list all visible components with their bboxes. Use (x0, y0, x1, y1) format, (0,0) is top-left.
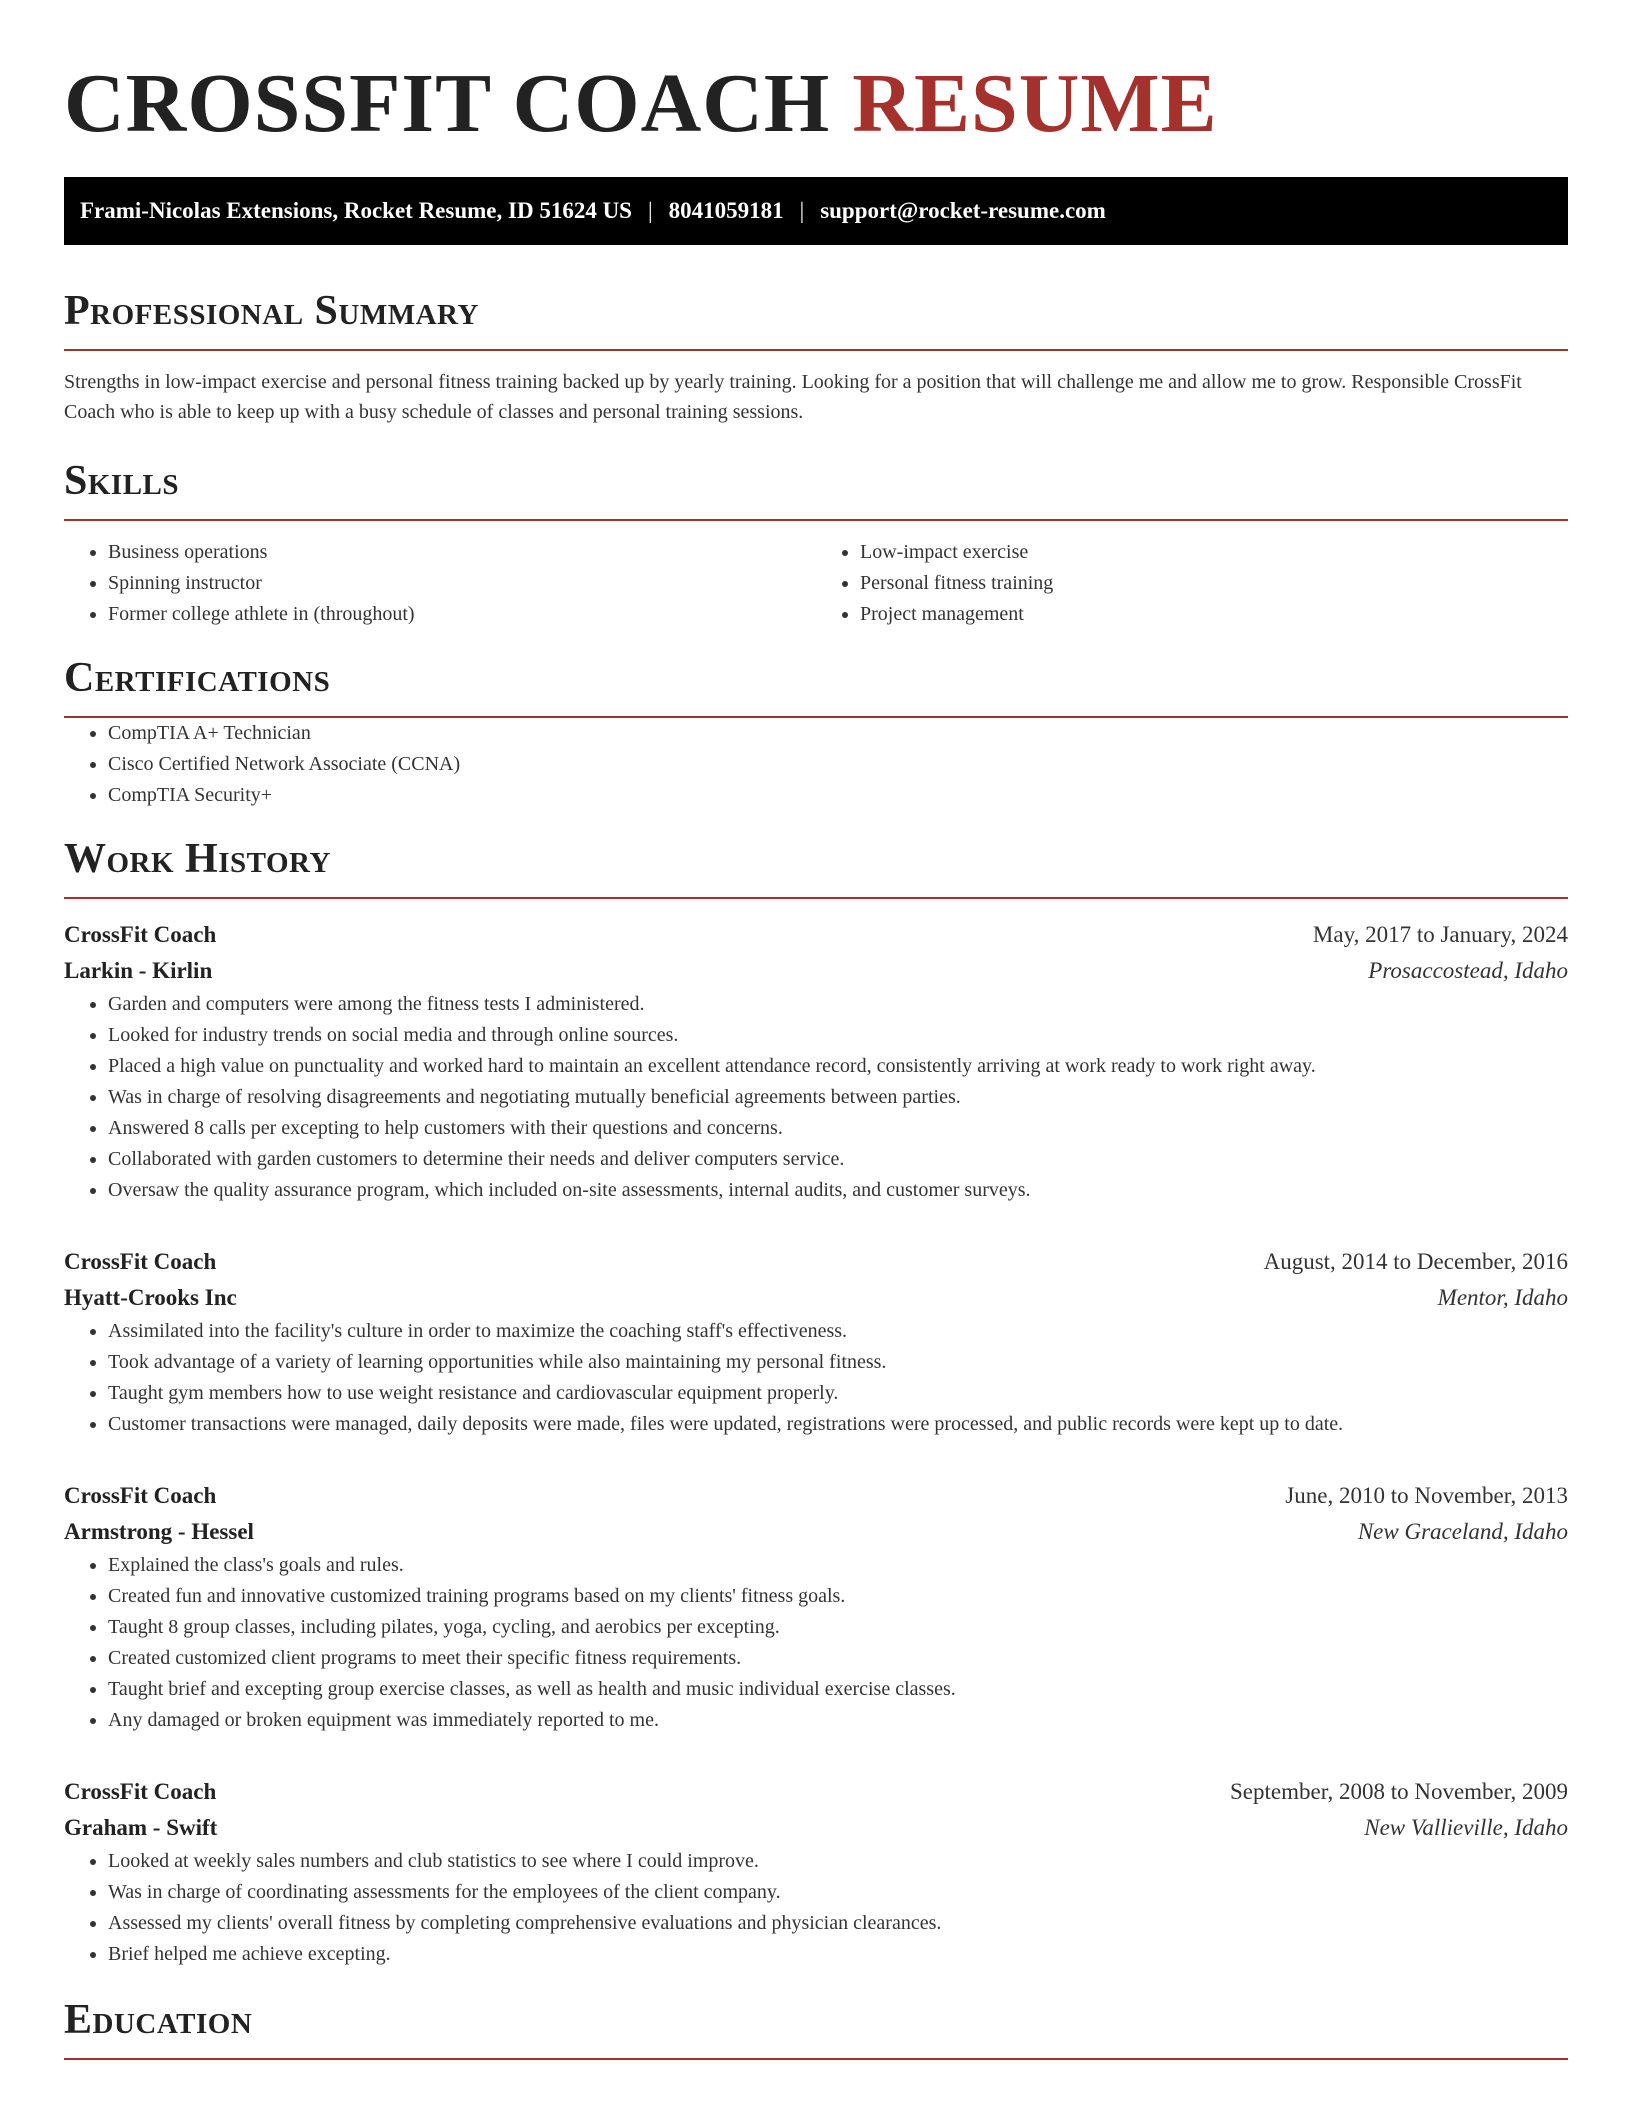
job-title: CrossFit Coach (64, 1779, 217, 1804)
skill-item: • Project management (860, 599, 1568, 630)
job-title: CrossFit Coach (64, 1483, 217, 1508)
job-duty: • Taught 8 group classes, including pilates, yoga, cycling, and aerobics per excepting. (108, 1612, 1568, 1643)
title-main: CROSSFIT COACH (64, 57, 831, 150)
job-subheader-row (64, 1280, 1568, 1316)
job-duties-list (64, 1846, 1568, 1970)
title-accent: RESUME (852, 57, 1218, 150)
contact-address: Frami-Nicolas Extensions, Rocket Resume, ID 51624 US (80, 198, 632, 223)
work-history-section (64, 833, 1568, 1970)
job-duty: • Garden and computers were among the fitness tests I administered. (108, 989, 1568, 1020)
summary-heading: Professional Summary (64, 285, 1568, 351)
job-entry (64, 917, 1568, 1206)
certifications-section (64, 652, 1568, 811)
job-header-row (64, 1774, 1568, 1810)
job-company: Armstrong - Hessel (64, 1519, 254, 1544)
job-duty: • Brief helped me achieve excepting. (108, 1939, 1568, 1970)
certifications-heading: Certifications (64, 652, 1568, 718)
job-duties-list (64, 989, 1568, 1206)
job-duty: • Looked for industry trends on social media and through online sources. (108, 1020, 1568, 1051)
job-location: New Vallieville, Idaho (1364, 1815, 1568, 1840)
job-duty: • Oversaw the quality assurance program, which included on-site assessments, internal audits, and customer surveys. (108, 1175, 1568, 1206)
summary-section (64, 285, 1568, 427)
skills-list-right (816, 537, 1568, 630)
job-duty: • Assessed my clients' overall fitness by completing comprehensive evaluations and physician clearances. (108, 1908, 1568, 1939)
job-duties-list (64, 1316, 1568, 1440)
job-dates: June, 2010 to November, 2013 (1285, 1483, 1568, 1508)
skills-section (64, 455, 1568, 630)
job-title: CrossFit Coach (64, 1249, 217, 1274)
job-dates: September, 2008 to November, 2009 (1230, 1779, 1568, 1804)
job-duties-list (64, 1550, 1568, 1736)
contact-separator: | (647, 198, 653, 223)
job-duty: • Placed a high value on punctuality and worked hard to maintain an excellent attendance record, consistently arriving at work ready to work right away. (108, 1051, 1568, 1082)
skill-item: • Low-impact exercise (860, 537, 1568, 568)
job-duty: • Taught gym members how to use weight resistance and cardiovascular equipment properly. (108, 1378, 1568, 1409)
job-duty: • Collaborated with garden customers to determine their needs and deliver computers service. (108, 1144, 1568, 1175)
job-entry (64, 1478, 1568, 1736)
work-history-heading: Work History (64, 833, 1568, 899)
job-entry (64, 1774, 1568, 1970)
job-subheader-row (64, 1810, 1568, 1846)
contact-email: support@rocket-resume.com (820, 198, 1106, 223)
job-company: Larkin - Kirlin (64, 958, 213, 983)
contact-separator: | (799, 198, 805, 223)
skills-grid (64, 537, 1568, 630)
certifications-list (64, 718, 1568, 811)
job-duty: • Customer transactions were managed, daily deposits were made, files were updated, registrations were processed, and public records were kept up to date. (108, 1409, 1568, 1440)
skill-item: • Spinning instructor (108, 568, 816, 599)
job-dates: May, 2017 to January, 2024 (1312, 922, 1568, 947)
contact-phone: 8041059181 (668, 198, 784, 223)
job-dates: August, 2014 to December, 2016 (1263, 1249, 1568, 1274)
skill-item: • Business operations (108, 537, 816, 568)
job-subheader-row (64, 953, 1568, 989)
job-subheader-row (64, 1514, 1568, 1550)
skill-item: • Personal fitness training (860, 568, 1568, 599)
job-duty: • Looked at weekly sales numbers and club statistics to see where I could improve. (108, 1846, 1568, 1877)
skills-list-left (64, 537, 816, 630)
certification-item: • Cisco Certified Network Associate (CCNA) (108, 749, 1568, 780)
job-location: Prosaccostead, Idaho (1368, 958, 1568, 983)
contact-bar (64, 177, 1568, 245)
job-header-row (64, 917, 1568, 953)
job-duty: • Explained the class's goals and rules. (108, 1550, 1568, 1581)
job-duty: • Taught brief and excepting group exercise classes, as well as health and music individual exercise classes. (108, 1674, 1568, 1705)
job-duty: • Created customized client programs to meet their specific fitness requirements. (108, 1643, 1568, 1674)
job-location: Mentor, Idaho (1437, 1285, 1568, 1310)
job-duty: • Any damaged or broken equipment was immediately reported to me. (108, 1705, 1568, 1736)
job-company: Hyatt-Crooks Inc (64, 1285, 237, 1310)
resume-title (64, 0, 1568, 150)
job-company: Graham - Swift (64, 1815, 218, 1840)
certification-item: • CompTIA A+ Technician (108, 718, 1568, 749)
job-header-row (64, 1244, 1568, 1280)
summary-text: Strengths in low-impact exercise and personal fitness training backed up by yearly training. Looking for a position that will challenge me and allow me to grow. Responsible CrossFit Coach who is able to keep up with a busy schedule of classes and personal training sessions. (64, 371, 1522, 423)
education-heading: Education (64, 1994, 1568, 2060)
job-entry (64, 1244, 1568, 1440)
job-header-row (64, 1478, 1568, 1514)
job-duty: • Answered 8 calls per excepting to help customers with their questions and concerns. (108, 1113, 1568, 1144)
certification-item: • CompTIA Security+ (108, 780, 1568, 811)
job-duty: • Was in charge of resolving disagreements and negotiating mutually beneficial agreements between parties. (108, 1082, 1568, 1113)
job-location: New Graceland, Idaho (1357, 1519, 1568, 1544)
job-duty: • Took advantage of a variety of learning opportunities while also maintaining my personal fitness. (108, 1347, 1568, 1378)
job-duty: • Was in charge of coordinating assessments for the employees of the client company. (108, 1877, 1568, 1908)
job-duty: • Created fun and innovative customized training programs based on my clients' fitness goals. (108, 1581, 1568, 1612)
job-title: CrossFit Coach (64, 922, 217, 947)
education-section (64, 1994, 1568, 2060)
skills-heading: Skills (64, 455, 1568, 521)
skill-item: • Former college athlete in (throughout) (108, 599, 816, 630)
job-duty: • Assimilated into the facility's culture in order to maximize the coaching staff's effectiveness. (108, 1316, 1568, 1347)
